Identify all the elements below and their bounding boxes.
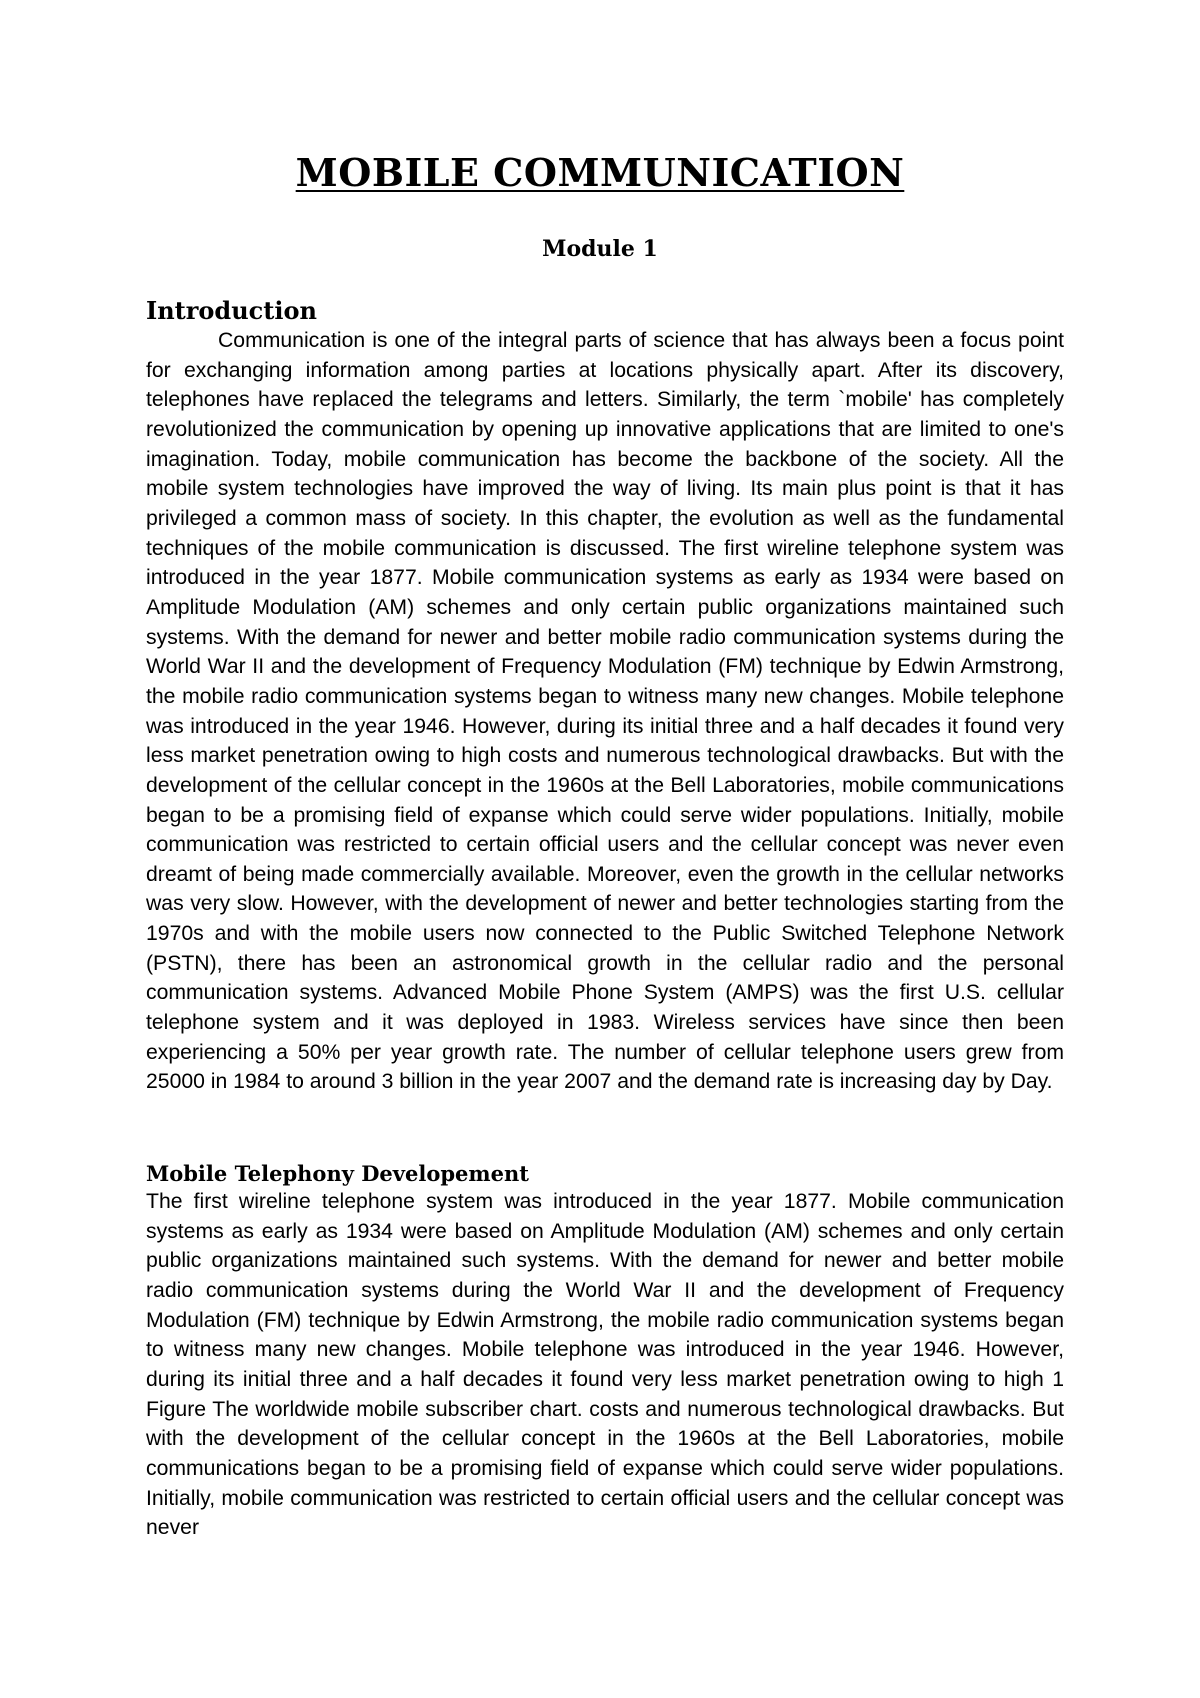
section-heading-introduction: Introduction bbox=[146, 296, 317, 325]
section-heading-mobile-telephony: Mobile Telephony Developement bbox=[146, 1161, 529, 1186]
mobile-telephony-paragraph: The first wireline telephone system was introduced in the year 1877. Mobile communication systems as early as 1934 were based on Amplitude Modulation (AM) schemes and only certain public organizations maintained such systems. With the demand for newer and better mobile radio communication systems during the World War II and the development of Frequency Modulation (FM) technique by Edwin Armstrong, the mobile radio communication systems began to witness many new changes. Mobile telephone was introduced in the year 1946. However, during its initial three and a half decades it found very less market penetration owing to high 1 Figure The worldwide mobile subscriber chart. costs and numerous technological drawbacks. But with the development of the cellular concept in the 1960s at the Bell Laboratories, mobile communications began to be a promising field of expanse which could serve wider populations. Initially, mobile communication was restricted to certain official users and the cellular concept was never bbox=[146, 1190, 1064, 1540]
module-label: Module 1 bbox=[542, 236, 658, 262]
introduction-paragraph: Communication is one of the integral parts of science that has always been a focus point for exchanging information among parties at locations physically apart. After its discovery, telephones have replaced the telegrams and letters. Similarly, the term `mobile' has completely revolutionized the communication by opening up innovative applications that are limited to one's imagination. Today, mobile communication has become the backbone of the society. All the mobile system technologies have improved the way of living. Its main plus point is that it has privileged a common mass of society. In this chapter, the evolution as well as the fundamental techniques of the mobile communication is discussed. The first wireline telephone system was introduced in the year 1877. Mobile communication systems as early as 1934 were based on Amplitude Modulation (AM) schemes and only certain public organizations maintained such systems. With the demand for newer and better mobile radio communication systems during the World War II and the development of Frequency Modulation (FM) technique by Edwin Armstrong, the mobile radio communication systems began to witness many new changes. Mobile telephone was introduced in the year 1946. However, during its initial three and a half decades it found very less market penetration owing to high costs and numerous technological drawbacks. But with the development of the cellular concept in the 1960s at the Bell Laboratories, mobile communications began to be a promising field of expanse which could serve wider populations. Initially, mobile communication was restricted to certain official users and the cellular concept was never even dreamt of being made commercially available. Moreover, even the growth in the cellular networks was very slow. However, with the development of newer and better technologies starting from the 1970s and with the mobile users now connected to the Public Switched Telephone Network (PSTN), there has been an astronomical growth in the cellular radio and the personal communication systems. Advanced Mobile Phone System (AMPS) was the first U.S. cellular telephone system and it was deployed in 1983. Wireless services have since then been experiencing a 50% per year growth rate. The number of cellular telephone users grew from 25000 in 1984 to around 3 billion in the year 2007 and the demand rate is increasing day by Day. bbox=[146, 329, 1064, 1094]
document-title: MOBILE COMMUNICATION bbox=[295, 150, 905, 195]
